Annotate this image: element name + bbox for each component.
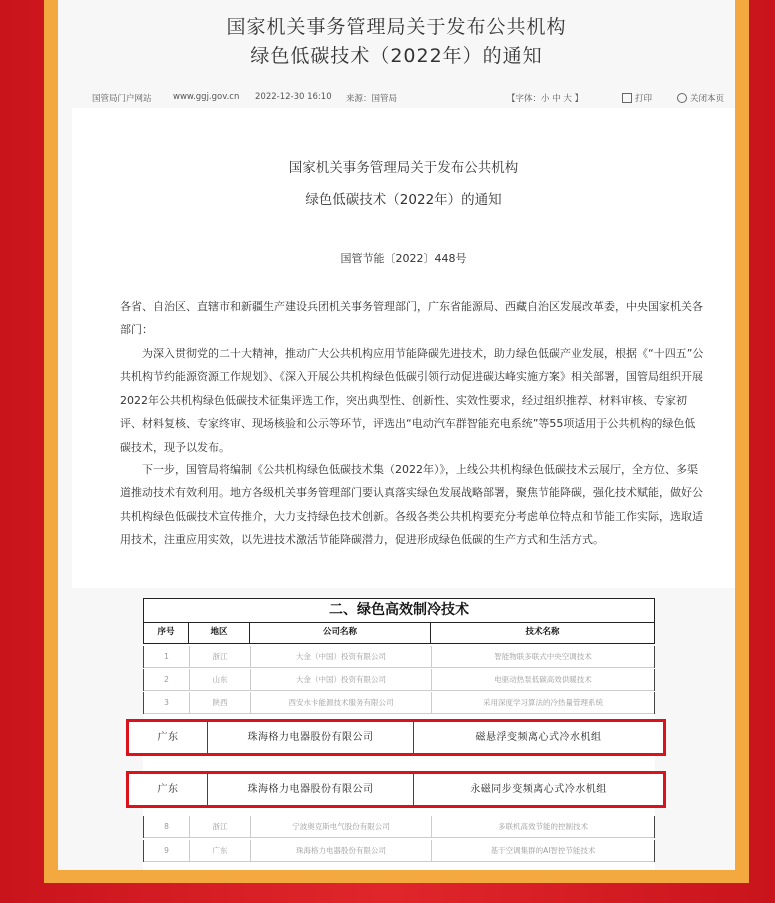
cell-company: 大金（中国）投资有限公司	[250, 669, 431, 691]
print-label: 打印	[635, 94, 653, 104]
doc-paragraph-1: 为深入贯彻党的二十大精神，推动广大公共机构应用节能降碳先进技术，助力绿色低碳产业发展，根据《“十四五”公共机构节约能源资源工作规划》、《深入开展公共机构绿色低碳引领行动促进碳达峰实施方案》相关部署，国管局组织开展2022年公共机构绿色低碳技术征集评选工作，突出典型性、创新性、实效性要求，经过组织推荐、材料审核、专家初评、材料复核、专家终审、现场核验和公示等环节，评选出“电动汽车群智能充电系统”等55项适用于公共机构的绿色低碳技术，现予以发布。	[120, 347, 704, 454]
doc-title-line2: 绿色低碳技术（2022年）的通知	[305, 192, 502, 208]
hl-cell-company: 珠海格力电器股份有限公司	[207, 722, 413, 753]
cell-region: 广东	[189, 840, 250, 862]
hl-cell-region: 广东	[157, 732, 179, 743]
source-label: 来源：国管局	[346, 94, 398, 104]
cell-company: 大金（中国）投资有限公司	[250, 646, 431, 668]
table-row	[143, 816, 655, 838]
cell-company: 珠海格力电器股份有限公司	[250, 840, 431, 862]
cell-no: 2	[143, 669, 189, 691]
printer-icon	[622, 93, 632, 103]
highlighted-row-pm-chiller	[126, 771, 666, 808]
table-header-company: 公司名称	[249, 622, 431, 644]
font-size-control[interactable]: 【字体：小 中 大 】	[507, 94, 584, 104]
cell-technology: 基于空调集群的AI智控节能技术	[431, 840, 655, 862]
site-name: 国管局门户网站	[92, 94, 152, 104]
table-header-technology: 技术名称	[430, 622, 655, 644]
hl-cell-technology: 永磁同步变频离心式冷水机组	[413, 774, 663, 805]
table-row	[143, 669, 655, 691]
cell-company: 宁波奥克斯电气股份有限公司	[250, 816, 431, 838]
cell-region: 山东	[189, 669, 250, 691]
table-title: 二、绿色高效制冷技术	[143, 598, 655, 623]
cell-no: 1	[143, 646, 189, 668]
page-title-line1: 国家机关事务管理局关于发布公共机构	[226, 16, 567, 38]
hl-cell-region: 广东	[157, 784, 179, 795]
site-url[interactable]: www.ggj.gov.cn	[173, 92, 240, 102]
table-header-region: 地区	[188, 622, 250, 644]
cell-company: 西安水卡能源技术服务有限公司	[250, 692, 431, 714]
hl-cell-technology: 磁悬浮变频离心式冷水机组	[413, 722, 663, 753]
print-button[interactable]	[622, 92, 652, 104]
close-icon	[677, 93, 687, 103]
cell-no: 9	[143, 840, 189, 862]
table-row	[143, 692, 655, 714]
cell-technology: 采用深度学习算法的冷热量管理系统	[431, 692, 655, 714]
cell-region: 浙江	[189, 816, 250, 838]
notice-document	[72, 108, 735, 588]
doc-number: 国管节能〔2022〕448号	[340, 252, 467, 265]
cell-region: 浙江	[189, 646, 250, 668]
cell-no: 8	[143, 816, 189, 838]
doc-paragraph-addressees: 各省、自治区、直辖市和新疆生产建设兵团机关事务管理部门，广东省能源局、西藏自治区发展改革委，中央国家机关各部门：	[120, 300, 703, 337]
table-row	[143, 840, 655, 862]
publish-datetime: 2022-12-30 16:10	[255, 92, 332, 102]
cell-no: 3	[143, 692, 189, 714]
cell-technology: 智能物联多联式中央空调技术	[431, 646, 655, 668]
table-row	[143, 646, 655, 668]
highlighted-row-maglev-chiller	[126, 719, 666, 756]
doc-paragraph-2: 下一步，国管局将编制《公共机构绿色低碳技术集（2022年）》，上线公共机构绿色低碳技术云展厅，全方位、多渠道推动技术有效利用。地方各级机关事务管理部门要认真落实绿色发展战略部署，聚焦节能降碳，强化技术赋能，做好公共机构绿色低碳技术宣传推介，大力支持绿色技术创新。各级各类公共机构要充分考虑单位特点和节能工作实际，选取适用技术，注重应用实效，以先进技术激活节能降碳潜力，促进形成绿色低碳的生产方式和生活方式。	[120, 463, 703, 547]
doc-title-line1: 国家机关事务管理局关于发布公共机构	[288, 160, 519, 176]
close-page-button[interactable]	[677, 92, 724, 104]
table-header-no: 序号	[143, 622, 189, 644]
cell-technology: 多联机高效节能的控制技术	[431, 816, 655, 838]
page-title-line2: 绿色低碳技术（2022年）的通知	[250, 45, 543, 67]
hl-cell-company: 珠海格力电器股份有限公司	[207, 774, 413, 805]
close-label: 关闭本页	[690, 94, 725, 104]
cell-region: 陕西	[189, 692, 250, 714]
cell-technology: 电驱动热泵低碳高效供暖技术	[431, 669, 655, 691]
